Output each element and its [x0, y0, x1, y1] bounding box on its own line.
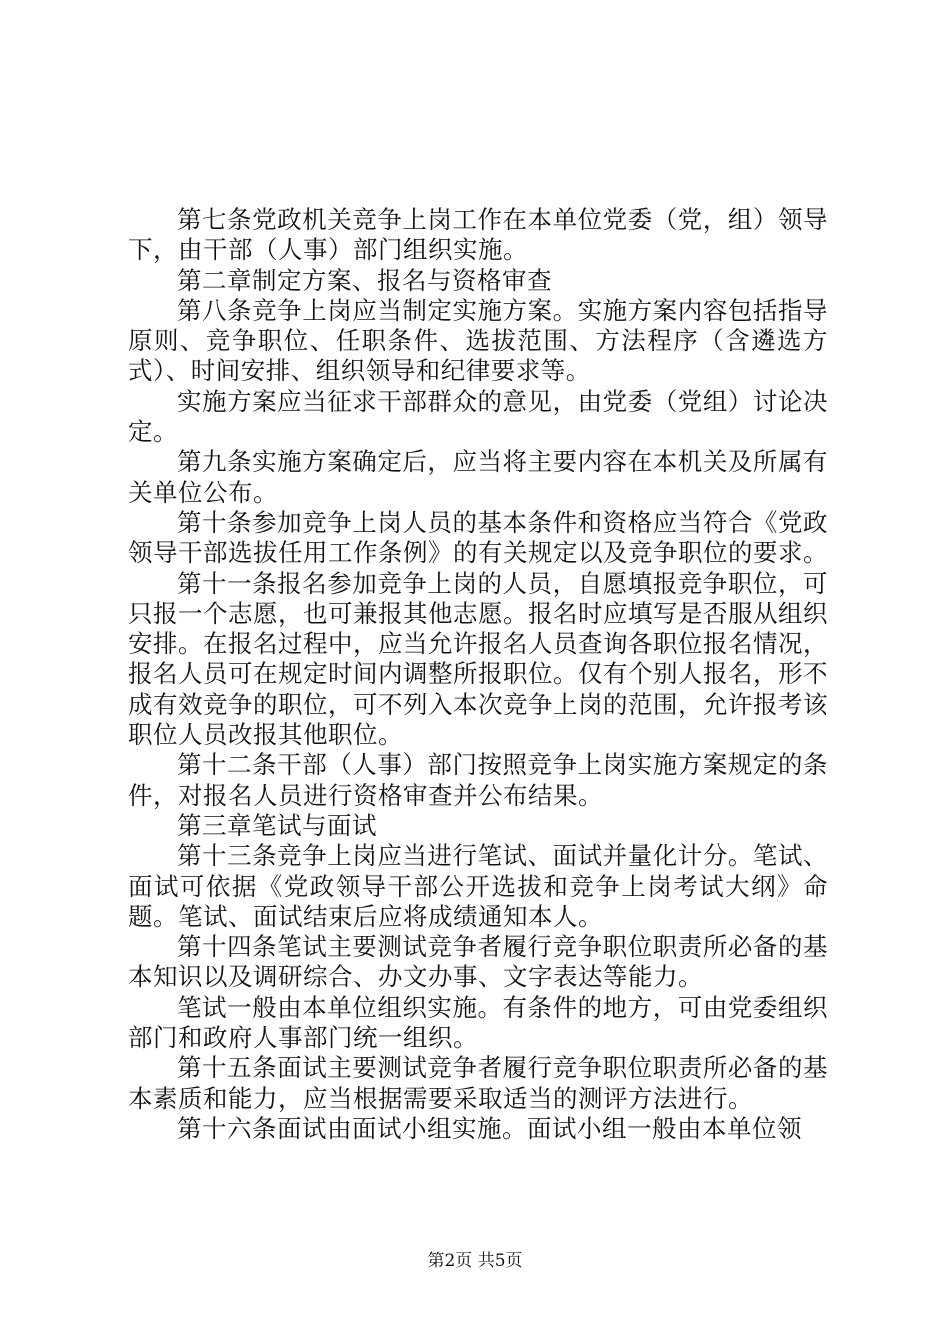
paragraph: 第十六条面试由面试小组实施。面试小组一般由本单位领 [177, 1113, 802, 1143]
chapter-heading: 第三章笔试与面试 [177, 810, 377, 840]
paragraph: 第十一条报名参加竞争上岗的人员，自愿填报竞争职位，可只报一个志愿，也可兼报其他志愿。报名时应填写是否服从组织安排。在报名过程中，应当允许报名人员查询各职位报名情况，报名人员可在规定时间内调整所报职位。仅有个别人报名，形不成有效竞争的职位，可不列入本次竞争上岗的范围，允许报考该职位人员改报其他职位。 [128, 568, 828, 750]
paragraph: 第十条参加竞争上岗人员的基本条件和资格应当符合《党政领导干部选拔任用工作条例》的有关规定以及竞争职位的要求。 [128, 507, 828, 568]
paragraph: 实施方案应当征求干部群众的意见，由党委（党组）讨论决定。 [128, 386, 828, 447]
paragraph: 笔试一般由本单位组织实施。有条件的地方，可由党委组织部门和政府人事部门统一组织。 [128, 992, 828, 1053]
paragraph: 第十五条面试主要测试竞争者履行竞争职位职责所必备的基本素质和能力，应当根据需要采取适当的测评方法进行。 [128, 1053, 828, 1113]
paragraph: 第八条竞争上岗应当制定实施方案。实施方案内容包括指导原则、竞争职位、任职条件、选拔范围、方法程序（含遴选方式）、时间安排、组织领导和纪律要求等。 [128, 295, 828, 386]
chapter-heading: 第二章制定方案、报名与资格审查 [177, 265, 552, 295]
document-body [128, 205, 828, 1144]
paragraph: 第十四条笔试主要测试竞争者履行竞争职位职责所必备的基本知识以及调研综合、办文办事、文字表达等能力。 [128, 932, 828, 992]
paragraph: 第七条党政机关竞争上岗工作在本单位党委（党，组）领导下，由干部（人事）部门组织实施。 [128, 205, 828, 265]
paragraph: 第九条实施方案确定后，应当将主要内容在本机关及所属有关单位公布。 [128, 447, 828, 507]
page-footer: 第2页 共5页 [427, 1251, 523, 1271]
paragraph: 第十二条干部（人事）部门按照竞争上岗实施方案规定的条件，对报名人员进行资格审查并公布结果。 [128, 750, 828, 810]
paragraph: 第十三条竞争上岗应当进行笔试、面试并量化计分。笔试、面试可依据《党政领导干部公开选拔和竞争上岗考试大纲》命题。笔试、面试结束后应将成绩通知本人。 [128, 841, 828, 931]
